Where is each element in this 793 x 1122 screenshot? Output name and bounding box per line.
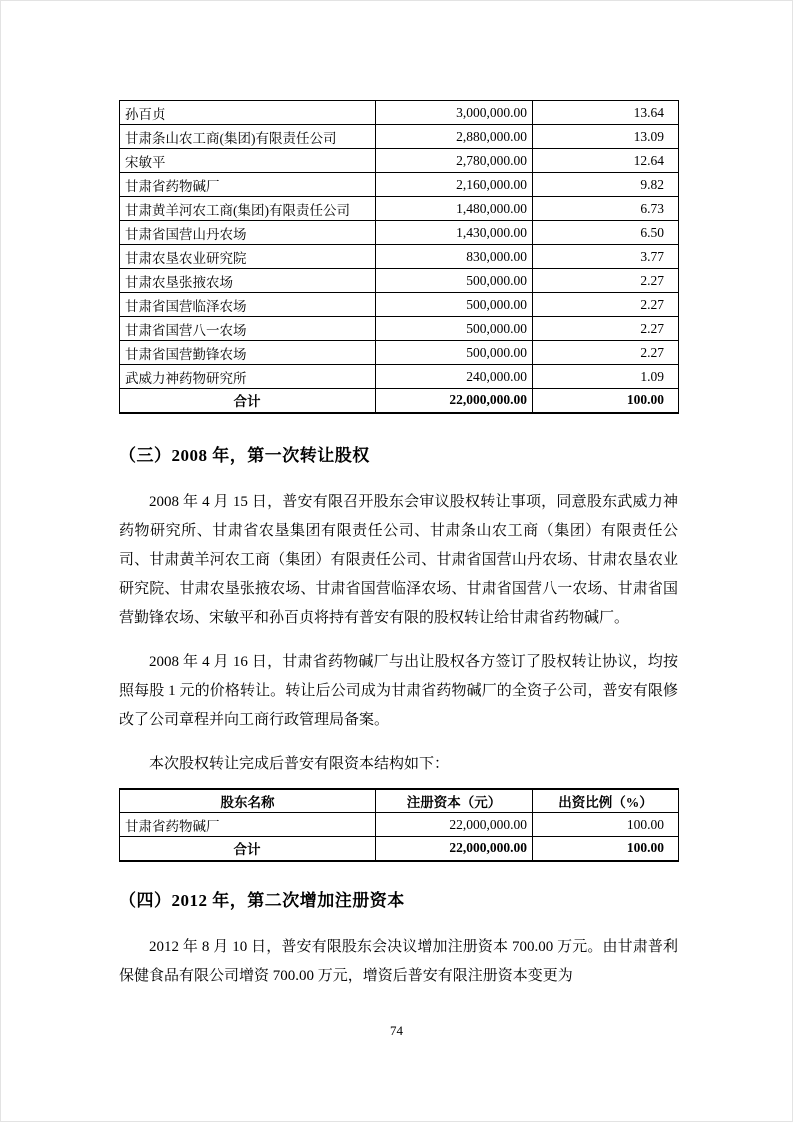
registered-capital: 500,000.00 <box>376 269 533 293</box>
total-ratio: 100.00 <box>533 389 679 413</box>
shareholder-name: 武威力神药物研究所 <box>120 365 376 389</box>
table-row <box>120 125 679 149</box>
page-content <box>119 100 678 991</box>
section3-paragraph-2: 2008 年 4 月 16 日，甘肃省药物碱厂与出让股权各方签订了股权转让协议，均按照每股 1 元的价格转让。转让后公司成为甘肃省药物碱厂的全资子公司，普安有限修改了公司章程并向工商行政管理局备案。 <box>119 653 678 728</box>
header-shareholder-name: 股东名称 <box>120 789 376 813</box>
registered-capital: 500,000.00 <box>376 293 533 317</box>
shareholder-name: 甘肃省国营临泽农场 <box>120 293 376 317</box>
registered-capital: 500,000.00 <box>376 317 533 341</box>
total-row <box>120 389 679 413</box>
section3-paragraph-1: 2008 年 4 月 15 日，普安有限召开股东会审议股权转让事项，同意股东武威力神药物研究所、甘肃省农垦集团有限责任公司、甘肃条山农工商（集团）有限责任公司、甘肃黄羊河农工商（集团）有限责任公司、甘肃省国营山丹农场、甘肃农垦农业研究院、甘肃农垦张掖农场、甘肃省国营临泽农场、甘肃省国营八一农场、甘肃省国营勤锋农场、宋敏平和孙百贞将持有普安有限的股权转让给甘肃省药物碱厂。 <box>119 493 678 626</box>
table-row <box>120 197 679 221</box>
shareholder-name: 甘肃省国营勤锋农场 <box>120 341 376 365</box>
total-row <box>120 837 679 861</box>
shareholder-name: 甘肃省药物碱厂 <box>120 813 376 837</box>
total-label: 合计 <box>120 389 376 413</box>
header-registered-capital: 注册资本（元） <box>376 789 533 813</box>
shareholder-name: 甘肃黄羊河农工商(集团)有限责任公司 <box>120 197 376 221</box>
header-ownership-ratio: 出资比例（%） <box>533 789 679 813</box>
table-row <box>120 101 679 125</box>
shareholder-name: 甘肃省国营山丹农场 <box>120 221 376 245</box>
ownership-ratio: 100.00 <box>533 813 679 837</box>
registered-capital: 1,430,000.00 <box>376 221 533 245</box>
ownership-ratio: 2.27 <box>533 269 679 293</box>
shareholder-name: 甘肃条山农工商(集团)有限责任公司 <box>120 125 376 149</box>
table-row <box>120 293 679 317</box>
shareholder-name: 甘肃省药物碱厂 <box>120 173 376 197</box>
ownership-ratio: 12.64 <box>533 149 679 173</box>
ownership-ratio: 2.27 <box>533 317 679 341</box>
header-row <box>120 789 679 813</box>
shareholder-table-total <box>120 389 679 413</box>
ownership-ratio: 2.27 <box>533 293 679 317</box>
registered-capital: 22,000,000.00 <box>376 813 533 837</box>
shareholder-name: 甘肃农垦张掖农场 <box>120 269 376 293</box>
ownership-ratio: 3.77 <box>533 245 679 269</box>
registered-capital: 1,480,000.00 <box>376 197 533 221</box>
ownership-ratio: 6.50 <box>533 221 679 245</box>
ownership-ratio: 9.82 <box>533 173 679 197</box>
registered-capital: 3,000,000.00 <box>376 101 533 125</box>
total-amount: 22,000,000.00 <box>376 389 533 413</box>
shareholder-table-body <box>120 101 679 389</box>
section3-paragraph-3: 本次股权转让完成后普安有限资本结构如下： <box>149 755 450 772</box>
shareholder-name: 甘肃省国营八一农场 <box>120 317 376 341</box>
table-row <box>120 317 679 341</box>
ownership-ratio: 13.09 <box>533 125 679 149</box>
table-row <box>120 245 679 269</box>
total-ratio: 100.00 <box>533 837 679 861</box>
capital-structure-table <box>119 788 679 862</box>
registered-capital: 240,000.00 <box>376 365 533 389</box>
total-amount: 22,000,000.00 <box>376 837 533 861</box>
page-number: 74 <box>390 1023 403 1038</box>
registered-capital: 2,880,000.00 <box>376 125 533 149</box>
table-row <box>120 149 679 173</box>
capital-table-head <box>120 789 679 813</box>
section-heading-4: （四）2012 年，第二次增加注册资本 <box>119 890 405 910</box>
shareholder-name: 甘肃农垦农业研究院 <box>120 245 376 269</box>
table-row <box>120 813 679 837</box>
table-row <box>120 365 679 389</box>
total-label: 合计 <box>120 837 376 861</box>
shareholder-name: 宋敏平 <box>120 149 376 173</box>
ownership-ratio: 2.27 <box>533 341 679 365</box>
registered-capital: 830,000.00 <box>376 245 533 269</box>
shareholder-table-continued <box>119 100 679 414</box>
section4-paragraph-1: 2012 年 8 月 10 日，普安有限股东会决议增加注册资本 700.00 万元。由甘肃普利保健食品有限公司增资 700.00 万元，增资后普安有限注册资本变更为 <box>119 938 678 984</box>
registered-capital: 2,780,000.00 <box>376 149 533 173</box>
capital-table-total <box>120 837 679 861</box>
ownership-ratio: 13.64 <box>533 101 679 125</box>
table-row <box>120 173 679 197</box>
table-row <box>120 269 679 293</box>
ownership-ratio: 1.09 <box>533 365 679 389</box>
registered-capital: 500,000.00 <box>376 341 533 365</box>
table-row <box>120 221 679 245</box>
capital-table-body <box>120 813 679 837</box>
shareholder-name: 孙百贞 <box>120 101 376 125</box>
section-heading-3: （三）2008 年，第一次转让股权 <box>119 445 370 465</box>
ownership-ratio: 6.73 <box>533 197 679 221</box>
registered-capital: 2,160,000.00 <box>376 173 533 197</box>
table-row <box>120 341 679 365</box>
